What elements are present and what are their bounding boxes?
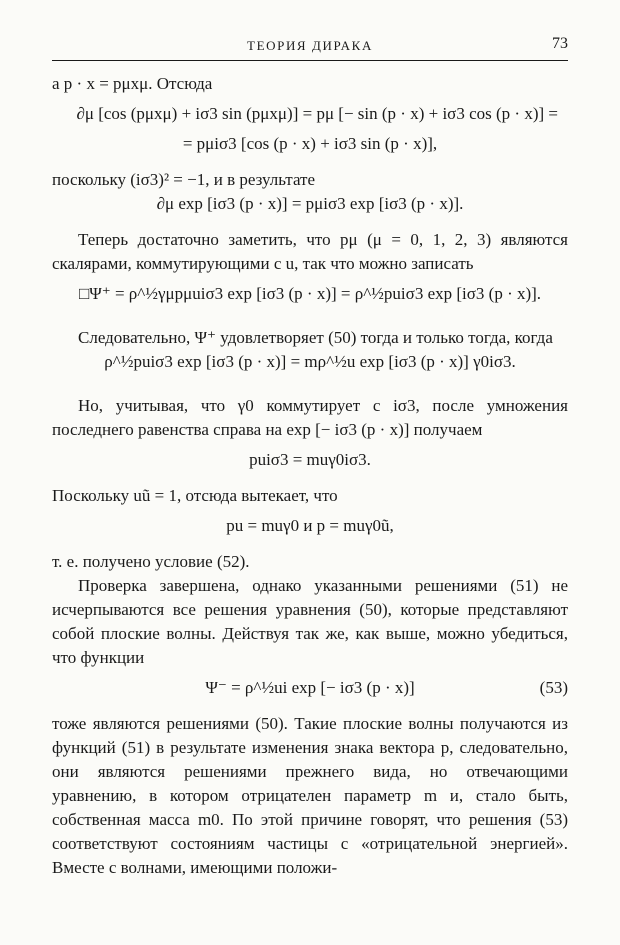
page-header: [52, 34, 568, 61]
equation: pu = muγ0 и p = muγ0ũ,: [226, 516, 394, 535]
text-line: поскольку (iσ3)² = −1, и в результате: [52, 170, 316, 189]
paragraph: Проверка завершена, однако указанными решениями (51) не исчерпываются все решения уравнения (50), которые представляют собой плоские волны. Действуя так же, как выше, можно убедиться, что функции: [52, 576, 568, 667]
paragraph: Теперь достаточно заметить, что pμ (μ = 0, 1, 2, 3) являются скалярами, коммутирующими с u, так что можно записать: [52, 230, 568, 273]
paragraph: Поскольку uũ = 1, отсюда вытекает, что: [52, 486, 338, 505]
page-body: [52, 72, 568, 880]
running-head: ТЕОРИЯ ДИРАКА: [247, 38, 373, 53]
equation-numbered: [52, 676, 568, 700]
equation: □Ψ⁺ = ρ^½γμpμuiσ3 exp [iσ3 (p · x)] = ρ^½puiσ3 exp [iσ3 (p · x)].: [78, 284, 542, 303]
paragraph: т. е. получено условие (52).: [52, 552, 250, 571]
paragraph: Но, учитывая, что γ0 коммутирует с iσ3, после умножения последнего равенства справа на exp [− iσ3 (p · x)] получаем: [52, 396, 568, 439]
equation: puiσ3 = muγ0iσ3.: [249, 450, 371, 469]
paragraph: тоже являются решениями (50). Такие плоские волны получаются из функций (51) в результате изменения знака вектора p, следовательно, они являются решениями прежнего вида, но отвечающими уравнению, в котором отрицателен параметр m и, стало быть, собственная масса m0. По этой причине говорят, что решения (53) соответствуют состояниям частицы с «отрицательной энергией». Вместе с волнами, имеющими положи-: [52, 714, 568, 877]
text-line: а p · x = pμxμ. Отсюда: [52, 74, 213, 93]
equation: = pμiσ3 [cos (p · x) + iσ3 sin (p · x)],: [182, 134, 438, 153]
equation: Ψ⁻ = ρ^½ui exp [− iσ3 (p · x)]: [205, 678, 415, 697]
equation: ρ^½puiσ3 exp [iσ3 (p · x)] = mρ^½u exp [iσ3 (p · x)] γ0iσ3.: [104, 352, 516, 371]
equation: ∂μ exp [iσ3 (p · x)] = pμiσ3 exp [iσ3 (p · x)].: [156, 194, 464, 213]
paragraph: Следовательно, Ψ⁺ удовлетворяет (50) тогда и только тогда, когда: [78, 328, 553, 347]
equation: ∂μ [cos (pμxμ) + iσ3 sin (pμxμ)] = pμ [− sin (p · x) + iσ3 cos (p · x)] =: [76, 104, 558, 123]
page-number: 73: [552, 35, 568, 52]
equation-number: (53): [539, 678, 568, 697]
